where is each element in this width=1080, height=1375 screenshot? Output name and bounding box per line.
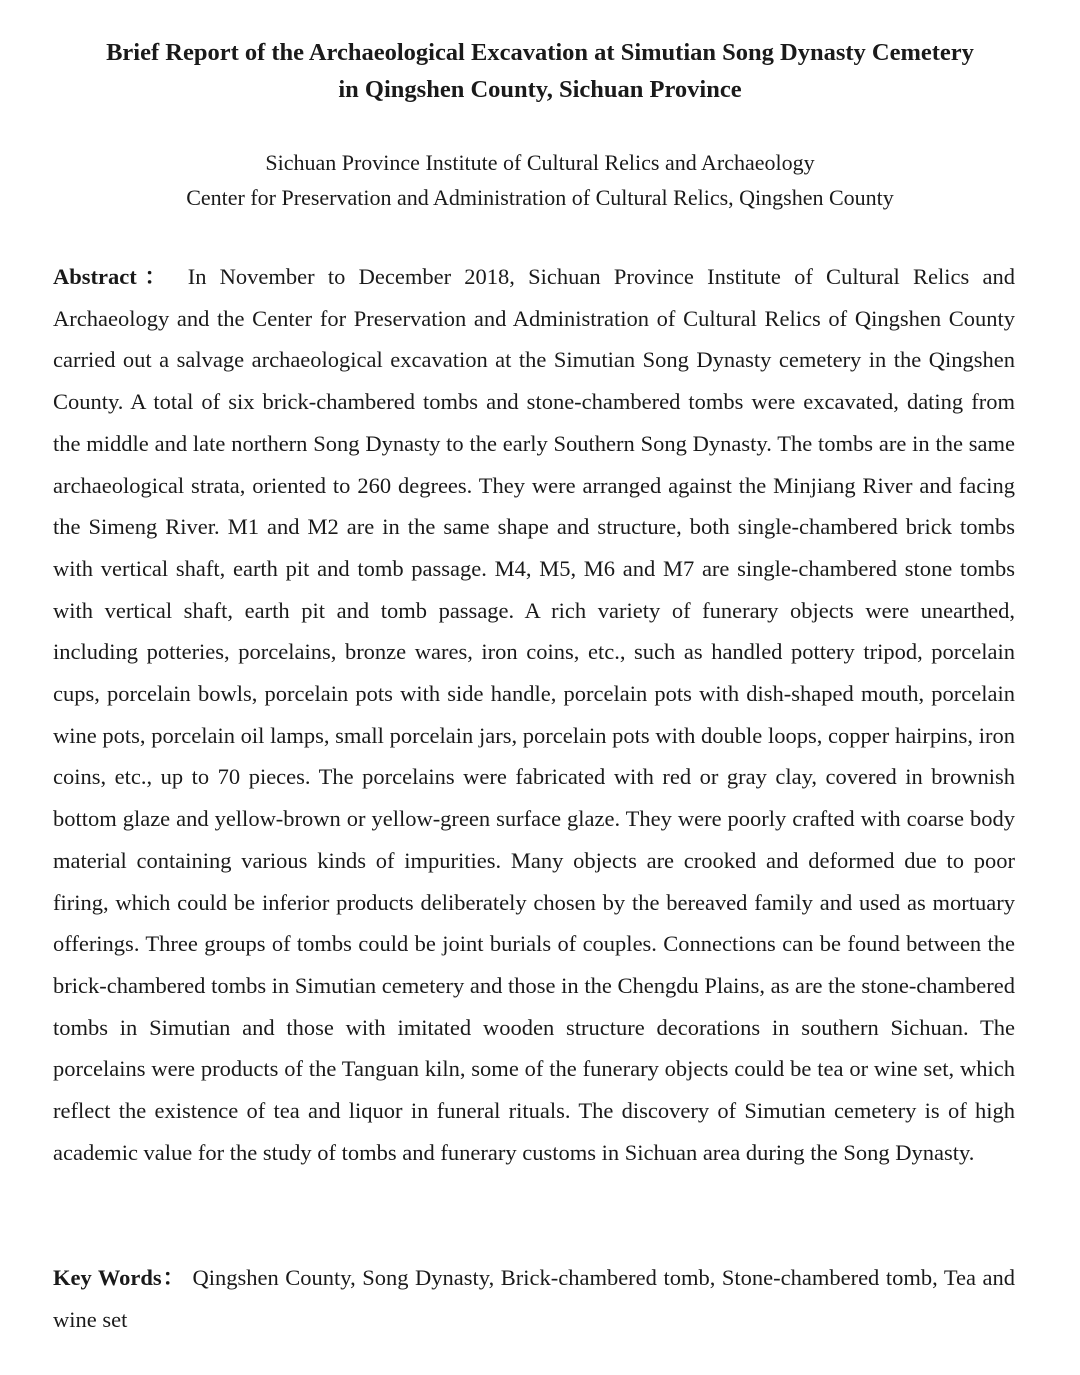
affiliation-1: Sichuan Province Institute of Cultural Relics and Archaeology [265, 150, 815, 175]
abstract-label: Abstract： [53, 264, 175, 289]
abstract-text: In November to December 2018, Sichuan Province Institute of Cultural Relics and Archaeology and the Center for Preservation and Administration of Cultural Relics of Qingshen County carried out a salvage archaeological excavation at the Simutian Song Dynasty cemetery in the Qingshen County. A total of six brick-chambered tombs and stone-chambered tombs were excavated, dating from the middle and late northern Song Dynasty to the early Southern Song Dynasty. The tombs are in the same archaeological strata, oriented to 260 degrees. They were arranged against the Minjiang River and facing the Simeng River. M1 and M2 are in the same shape and structure, both single-chambered brick tombs with vertical shaft, earth pit and tomb passage. M4, M5, M6 and M7 are single-chambered stone tombs with vertical shaft, earth pit and tomb passage. A rich variety of funerary objects were unearthed, including potteries, porcelains, bronze wares, iron coins, etc., such as handled pottery tripod, porcelain cups, porcelain bowls, porcelain pots with side handle, porcelain pots with dish-shaped mouth, porcelain wine pots, porcelain oil lamps, small porcelain jars, porcelain pots with double loops, copper hairpins, iron coins, etc., up to 70 pieces. The porcelains were fabricated with red or gray clay, covered in brownish bottom glaze and yellow-brown or yellow-green surface glaze. They were poorly crafted with coarse body material containing various kinds of impurities. Many objects are crooked and deformed due to poor firing, which could be inferior products deliberately chosen by the bereaved family and used as mortuary offerings. Three groups of tombs could be joint burials of couples. Connections can be found between the brick-chambered tombs in Simutian cemetery and those in the Chengdu Plains, as are the stone-chambered tombs in Simutian and those with imitated wooden structure decorations in southern Sichuan. The porcelains were products of the Tanguan kiln, some of the funerary objects could be tea or wine set, which reflect the existence of tea and liquor in funeral rituals. The discovery of Simutian cemetery is of high academic value for the study of tombs and funerary customs in Sichuan area during the Song Dynasty. [53, 264, 1015, 1165]
author-affiliations [40, 145, 1040, 215]
affiliation-2: Center for Preservation and Administration of Cultural Relics, Qingshen County [186, 185, 894, 210]
abstract-paragraph [53, 256, 1015, 1173]
keywords-paragraph [53, 1257, 1015, 1340]
paper-title-line-1: Brief Report of the Archaeological Excavation at Simutian Song Dynasty Cemetery [106, 39, 974, 66]
keywords-text: Qingshen County, Song Dynasty, Brick-chambered tomb, Stone-chambered tomb, Tea and wine set [53, 1265, 1016, 1332]
paper-title [40, 34, 1040, 108]
paper-title-line-2: in Qingshen County, Sichuan Province [338, 76, 742, 103]
keywords-label: Key Words： [53, 1265, 186, 1290]
